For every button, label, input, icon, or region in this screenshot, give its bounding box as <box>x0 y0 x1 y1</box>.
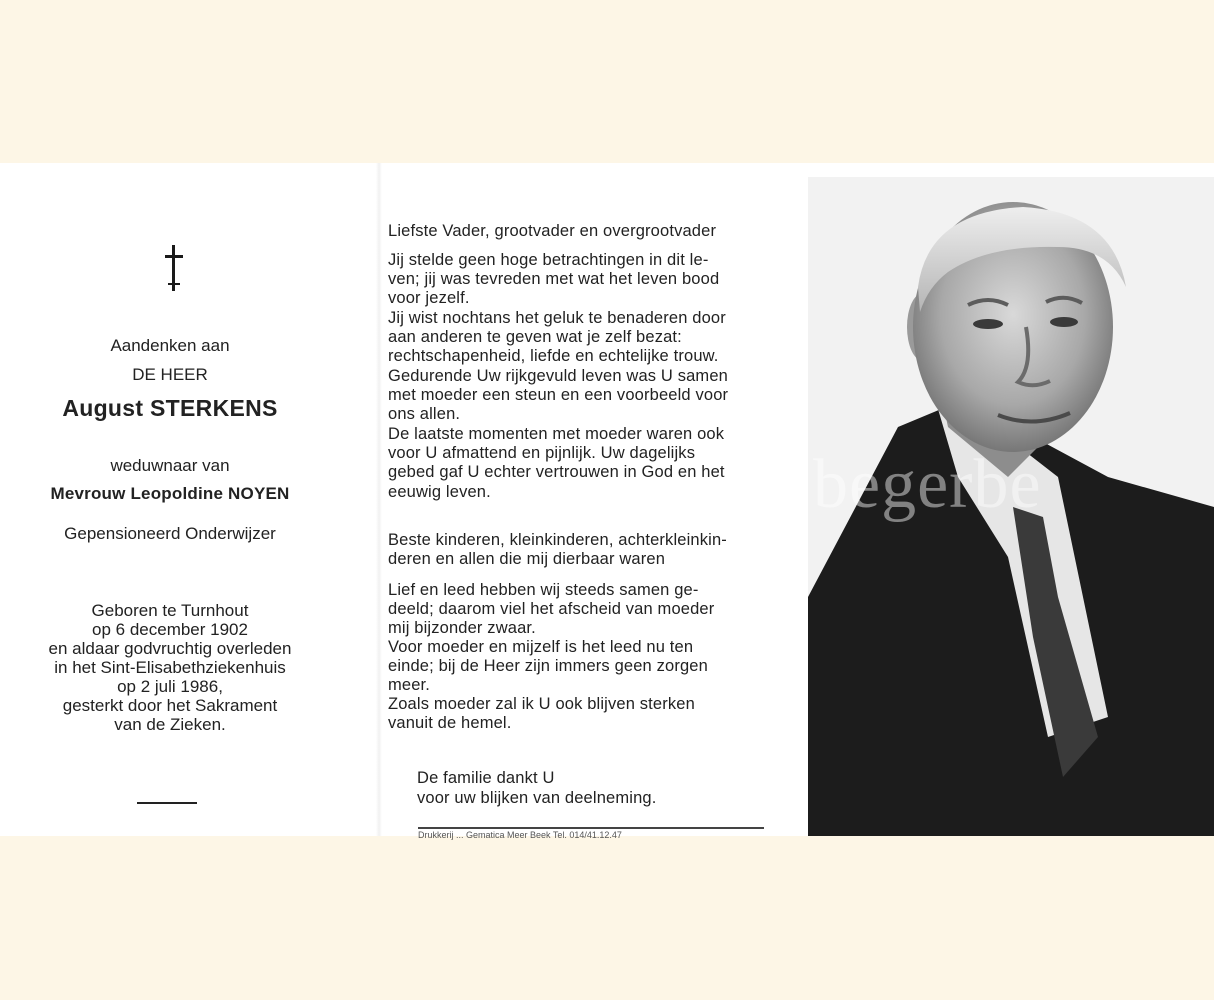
heading-children: Beste kinderen, kleinkinderen, achterkleinkin- <box>388 531 727 549</box>
text-line: Voor moeder en mijzelf is het leed nu ten <box>388 638 694 656</box>
middle-panel <box>388 163 798 836</box>
bio-line: Geboren te Turnhout <box>91 601 249 620</box>
divider <box>137 802 197 804</box>
bio-line: van de Zieken. <box>114 715 226 734</box>
aandenken-text: Aandenken aan <box>110 336 230 355</box>
text-line: eeuwig leven. <box>388 483 491 501</box>
heading-father: Liefste Vader, grootvader en overgrootvader <box>388 222 717 240</box>
left-panel <box>0 163 340 836</box>
text-line: einde; bij de Heer zijn immers geen zorgen <box>388 657 708 675</box>
text-line: ven; jij was tevreden met wat het leven bood <box>388 270 720 288</box>
bio-line: gesterkt door het Sakrament <box>62 696 278 715</box>
card-fold <box>376 163 382 836</box>
text-line: deeld; daarom viel het afscheid van moeder <box>388 600 715 618</box>
text-line: met moeder een steun en een voorbeeld voor <box>388 386 729 404</box>
watermark: begerbe <box>813 446 1042 523</box>
text-line: rechtschapenheid, liefde en echtelijke trouw. <box>388 347 719 365</box>
footer-rule <box>418 827 764 829</box>
text-line: mij bijzonder zwaar. <box>388 619 536 637</box>
de-heer-text: DE HEER <box>132 365 208 384</box>
printer-footer: Drukkerij ... Gematica Meer Beek Tel. 014/41.12.47 <box>418 830 622 840</box>
heading-children: deren en allen die mij dierbaar waren <box>388 550 666 568</box>
bio-line: in het Sint-Elisabethziekenhuis <box>54 658 286 677</box>
text-line: voor U afmattend en pijnlijk. Uw dagelijks <box>388 444 696 462</box>
occupation-text: Gepensioneerd Onderwijzer <box>64 524 276 543</box>
text-line: gebed gaf U echter vertrouwen in God en het <box>388 463 725 481</box>
bio-line: en aldaar godvruchtig overleden <box>48 639 292 658</box>
deceased-name: August STERKENS <box>62 395 278 421</box>
text-line: ons allen. <box>388 405 461 423</box>
bio-line: op 6 december 1902 <box>92 620 248 639</box>
thanks-line: voor uw blijken van deelneming. <box>417 789 657 807</box>
cross-icon <box>163 245 185 291</box>
text-line: Gedurende Uw rijkgevuld leven was U samen <box>388 367 728 385</box>
text-line: Lief en leed hebben wij steeds samen ge- <box>388 581 699 599</box>
bio-line: op 2 juli 1986, <box>117 677 223 696</box>
text-line: voor jezelf. <box>388 289 470 307</box>
text-line: Jij stelde geen hoge betrachtingen in dit le- <box>388 251 709 269</box>
text-line: vanuit de hemel. <box>388 714 512 732</box>
text-line: meer. <box>388 676 431 694</box>
text-line: De laatste momenten met moeder waren ook <box>388 425 725 443</box>
text-line: Jij wist nochtans het geluk te benaderen door <box>388 309 726 327</box>
text-line: Zoals moeder zal ik U ook blijven sterken <box>388 695 695 713</box>
weduwnaar-text: weduwnaar van <box>110 456 230 475</box>
spouse-name: Mevrouw Leopoldine NOYEN <box>50 484 290 503</box>
memorial-card <box>0 163 1214 840</box>
text-line: aan anderen te geven wat je zelf bezat: <box>388 328 682 346</box>
thanks-line: De familie dankt U <box>417 769 555 787</box>
